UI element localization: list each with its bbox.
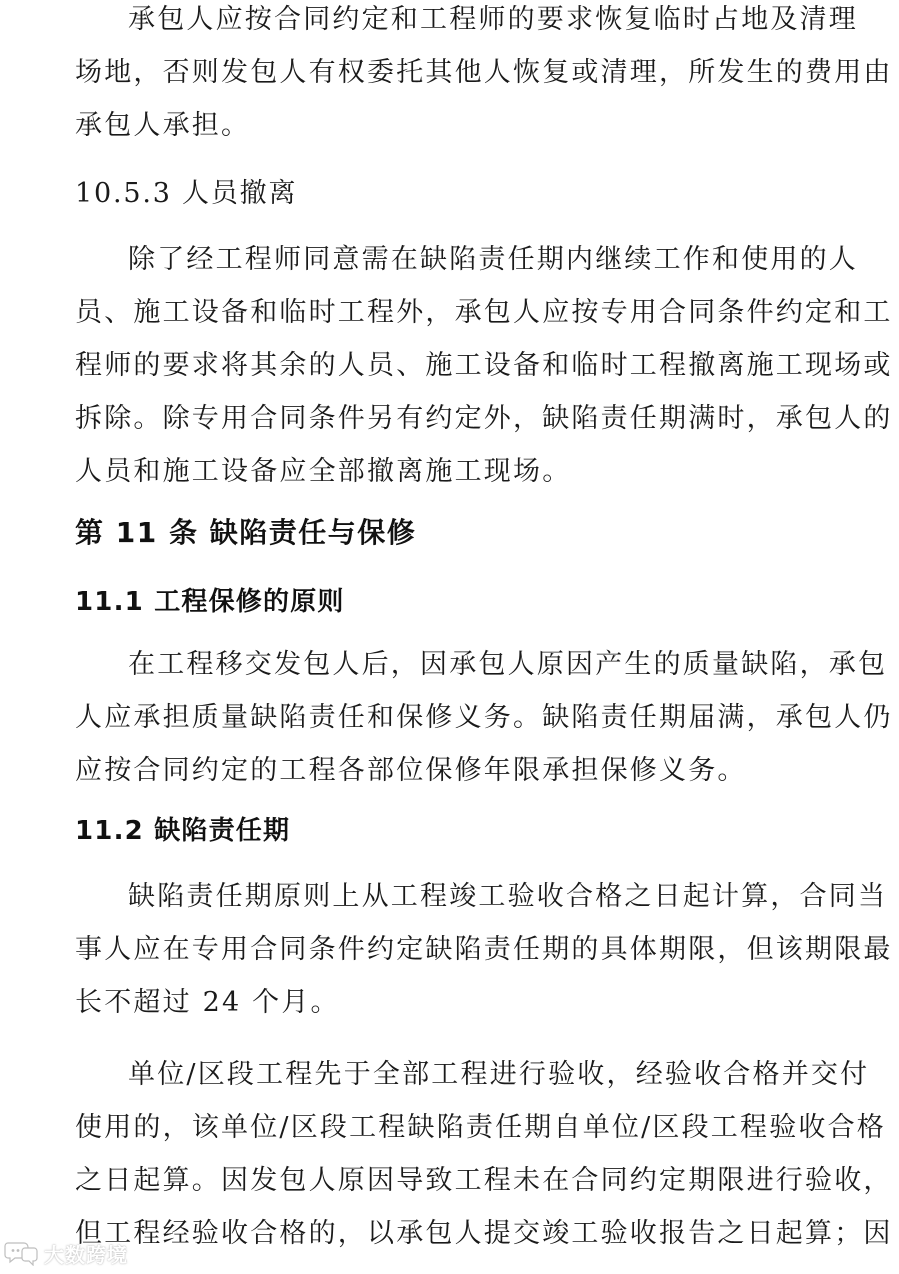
paragraph-line: 员、施工设备和临时工程外，承包人应按专用合同条件约定和工 [75, 297, 893, 328]
paragraph-line: 但工程经验收合格的，以承包人提交竣工验收报告之日起算；因 [75, 1218, 893, 1249]
paragraph-line: 人员和施工设备应全部撤离施工现场。 [75, 456, 572, 487]
paragraph-line: 之日起算。因发包人原因导致工程未在合同约定期限进行验收， [75, 1165, 893, 1196]
paragraph-line: 事人应在专用合同条件约定缺陷责任期的具体期限，但该期限最 [75, 934, 893, 965]
paragraph-line: 除了经工程师同意需在缺陷责任期内继续工作和使用的人 [128, 244, 858, 275]
paragraph-line: 人应承担质量缺陷责任和保修义务。缺陷责任期届满，承包人仍 [75, 702, 893, 733]
paragraph-line: 单位/区段工程先于全部工程进行验收，经验收合格并交付 [128, 1059, 870, 1090]
paragraph-line: 使用的，该单位/区段工程缺陷责任期自单位/区段工程验收合格 [75, 1112, 886, 1143]
paragraph-line: 程师的要求将其余的人员、施工设备和临时工程撤离施工现场或 [75, 350, 893, 381]
watermark-logo-text: 大数跨境 [44, 1242, 128, 1267]
watermark [4, 1237, 128, 1269]
paragraph-line: 承包人应按合同约定和工程师的要求恢复临时占地及清理 [128, 4, 858, 35]
subsection-heading: 10.5.3 人员撤离 [75, 178, 298, 209]
paragraph-line: 长不超过 24 个月。 [75, 987, 340, 1018]
paragraph-line: 场地，否则发包人有权委托其他人恢复或清理，所发生的费用由 [75, 57, 893, 88]
section-heading: 11.1 工程保修的原则 [75, 587, 345, 617]
chat-bubble-logo-icon [4, 1240, 38, 1266]
section-heading: 11.2 缺陷责任期 [75, 816, 291, 846]
paragraph-line: 缺陷责任期原则上从工程竣工验收合格之日起计算，合同当 [128, 881, 888, 912]
paragraph-line: 在工程移交发包人后，因承包人原因产生的质量缺陷，承包 [128, 649, 888, 680]
paragraph-line: 拆除。除专用合同条件另有约定外，缺陷责任期满时，承包人的 [75, 403, 893, 434]
paragraph-line: 承包人承担。 [75, 110, 251, 141]
article-heading: 第 11 条 缺陷责任与保修 [75, 516, 417, 549]
paragraph-line: 应按合同约定的工程各部位保修年限承担保修义务。 [75, 755, 747, 786]
